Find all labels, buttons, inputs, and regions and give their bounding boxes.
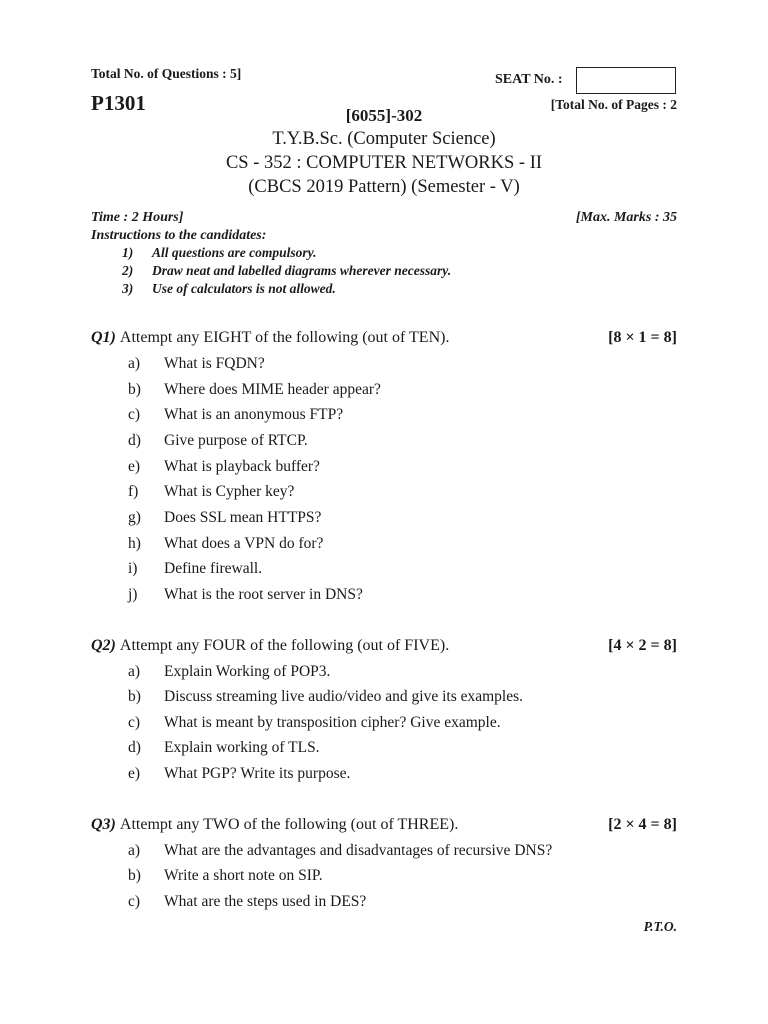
- instruction-item: [122, 263, 451, 279]
- sub-question-label: b): [128, 381, 141, 398]
- sub-question-text: Define firewall.: [164, 560, 263, 577]
- sub-question-label: a): [128, 355, 141, 372]
- sub-question-label: e): [128, 765, 141, 782]
- sub-question: [128, 483, 294, 501]
- sub-question-label: a): [128, 663, 141, 680]
- question-number: Q1): [91, 329, 116, 346]
- sub-question-text: Write a short note on SIP.: [164, 867, 323, 884]
- sub-question: [128, 381, 381, 399]
- sub-question-label: h): [128, 535, 141, 552]
- sub-question: [128, 739, 320, 757]
- time-allowed: Time : 2 Hours]: [91, 210, 184, 225]
- degree-title: T.Y.B.Sc. (Computer Science): [272, 129, 496, 149]
- sub-question-text: What is an anonymous FTP?: [164, 406, 344, 423]
- exam-code: [6055]-302: [345, 106, 423, 125]
- seat-number-label: SEAT No. :: [495, 72, 563, 87]
- sub-question-text: What PGP? Write its purpose.: [164, 765, 351, 782]
- sub-question: [128, 867, 323, 885]
- pattern-title: (CBCS 2019 Pattern) (Semester - V): [248, 177, 520, 197]
- instruction-text: Use of calculators is not allowed.: [152, 281, 336, 296]
- instruction-item: [122, 245, 317, 261]
- sub-question-label: i): [128, 560, 138, 577]
- sub-question-label: g): [128, 509, 141, 526]
- sub-question: [128, 893, 366, 911]
- question-heading: [91, 816, 458, 834]
- sub-question-text: What is Cypher key?: [164, 483, 295, 500]
- sub-question-label: b): [128, 867, 141, 884]
- question-marks: [8 × 1 = 8]: [608, 329, 677, 346]
- seat-number-box[interactable]: [576, 67, 676, 94]
- sub-question-text: Explain working of TLS.: [164, 739, 320, 756]
- question-text: Attempt any EIGHT of the following (out of TEN).: [119, 329, 450, 346]
- total-pages: [Total No. of Pages : 2: [550, 97, 677, 112]
- sub-question: [128, 663, 330, 681]
- sub-question-label: f): [128, 483, 139, 500]
- question-number: Q2): [91, 637, 116, 654]
- max-marks: [Max. Marks : 35: [575, 210, 677, 225]
- sub-question: [128, 458, 320, 476]
- question-text: Attempt any TWO of the following (out of THREE).: [119, 816, 459, 833]
- sub-question-text: Discuss streaming live audio/video and give its examples.: [164, 688, 524, 705]
- sub-question-label: a): [128, 842, 141, 859]
- sub-question: [128, 509, 321, 527]
- sub-question: [128, 765, 350, 783]
- sub-question: [128, 535, 323, 553]
- sub-question-label: d): [128, 739, 141, 756]
- sub-question: [128, 842, 552, 860]
- sub-question-text: What is FQDN?: [164, 355, 265, 372]
- question-marks: [4 × 2 = 8]: [608, 637, 677, 654]
- sub-question-label: j): [128, 586, 138, 603]
- sub-question-text: Explain Working of POP3.: [164, 663, 331, 680]
- sub-question-text: Give purpose of RTCP.: [164, 432, 308, 449]
- sub-question-label: c): [128, 893, 141, 910]
- sub-question-label: c): [128, 714, 141, 731]
- instruction-number: 2): [122, 263, 134, 278]
- total-questions: Total No. of Questions : 5]: [91, 66, 242, 81]
- instruction-text: Draw neat and labelled diagrams wherever necessary.: [152, 263, 452, 278]
- sub-question: [128, 432, 308, 450]
- sub-question-label: e): [128, 458, 141, 475]
- sub-question: [128, 406, 343, 424]
- instruction-text: All questions are compulsory.: [152, 245, 317, 260]
- instruction-item: [122, 281, 336, 297]
- sub-question-label: d): [128, 432, 141, 449]
- sub-question-text: What is meant by transposition cipher? Give example.: [164, 714, 501, 731]
- sub-question-text: What is the root server in DNS?: [164, 586, 363, 603]
- sub-question-text: What are the advantages and disadvantages of recursive DNS?: [164, 842, 553, 859]
- course-title: CS - 352 : COMPUTER NETWORKS - II: [225, 153, 543, 173]
- instruction-number: 3): [122, 281, 134, 296]
- sub-question-text: What is playback buffer?: [164, 458, 320, 475]
- sub-question-text: What does a VPN do for?: [164, 535, 324, 552]
- sub-question-label: c): [128, 406, 141, 423]
- sub-question-text: What are the steps used in DES?: [164, 893, 367, 910]
- sub-question-label: b): [128, 688, 141, 705]
- question-number: Q3): [91, 816, 116, 833]
- question-text: Attempt any FOUR of the following (out of FIVE).: [119, 637, 450, 654]
- instruction-number: 1): [122, 245, 134, 260]
- sub-question: [128, 560, 262, 578]
- question-heading: [91, 329, 449, 347]
- sub-question: [128, 355, 265, 373]
- sub-question: [128, 586, 363, 604]
- paper-code: P1301: [91, 91, 146, 115]
- please-turn-over: P.T.O.: [643, 919, 677, 934]
- sub-question: [128, 714, 501, 732]
- question-heading: [91, 637, 449, 655]
- instructions-title: Instructions to the candidates:: [91, 228, 267, 243]
- sub-question: [128, 688, 523, 706]
- question-marks: [2 × 4 = 8]: [608, 816, 677, 833]
- sub-question-text: Where does MIME header appear?: [164, 381, 381, 398]
- sub-question-text: Does SSL mean HTTPS?: [164, 509, 322, 526]
